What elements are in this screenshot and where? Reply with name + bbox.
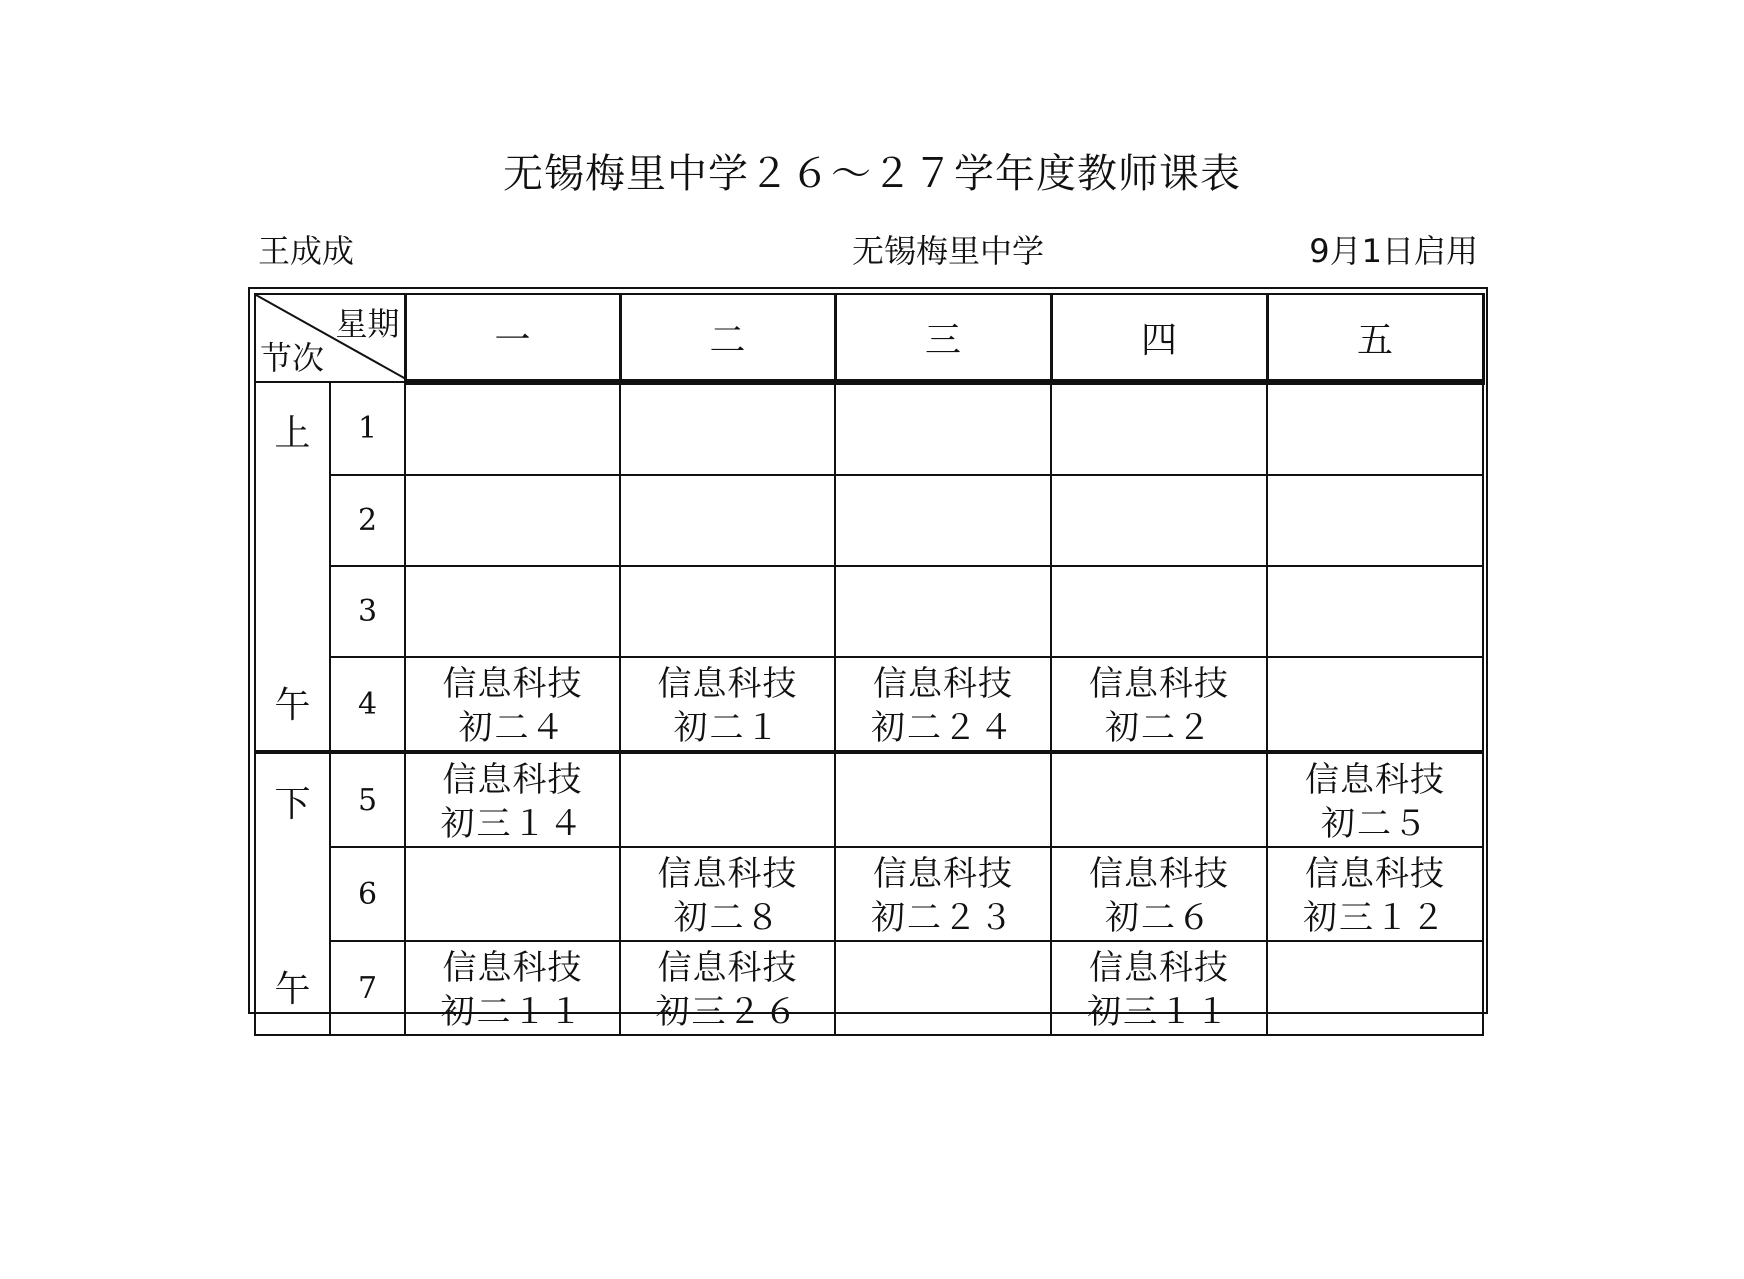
lesson-cell-tue (620, 752, 835, 847)
lesson-cell-wed (835, 752, 1051, 847)
school-name: 无锡梅里中学 (851, 232, 1044, 270)
lesson-subject: 信息科技 (442, 760, 583, 800)
table-row (255, 475, 1483, 566)
teacher-name: 王成成 (258, 232, 355, 270)
lesson-cell-wed (835, 475, 1051, 566)
lesson-class: 初二２３ (871, 898, 1015, 938)
lesson-subject: 信息科技 (1305, 760, 1445, 800)
day-header-fri: 五 (1267, 294, 1483, 382)
lesson-cell-fri (1267, 752, 1483, 847)
lesson-cell-fri (1267, 566, 1483, 657)
lesson-cell-tue (620, 941, 835, 1035)
lesson-subject: 信息科技 (657, 948, 798, 988)
lesson-subject: 信息科技 (657, 664, 798, 704)
lesson-class: 初二２４ (871, 708, 1015, 748)
period-number: 1 (330, 382, 405, 475)
corner-week-label: 星期 (335, 305, 400, 343)
lesson-subject: 信息科技 (657, 854, 798, 894)
period-number: 4 (330, 657, 405, 752)
lesson-cell-mon (405, 475, 620, 566)
page-title: 无锡梅里中学２６～２７学年度教师课表 (503, 151, 1241, 197)
morning-label-cell (255, 382, 330, 752)
lesson-subject: 信息科技 (442, 948, 583, 988)
lesson-class: 初三１２ (1303, 898, 1447, 938)
lesson-cell-fri (1267, 657, 1483, 752)
lesson-cell-mon (405, 382, 620, 475)
lesson-cell-mon (405, 941, 620, 1035)
table-row (255, 752, 1483, 847)
day-header-wed: 三 (835, 294, 1051, 382)
morning-label-bottom: 午 (274, 685, 311, 726)
morning-label-top: 上 (274, 413, 311, 454)
afternoon-label-top: 下 (274, 784, 311, 825)
lesson-cell-wed (835, 566, 1051, 657)
lesson-cell-thu (1051, 566, 1267, 657)
period-number: 6 (330, 847, 405, 941)
lesson-class: 初三１４ (440, 804, 585, 844)
table-row (255, 657, 1483, 752)
lesson-class: 初二２ (1105, 708, 1213, 748)
lesson-cell-thu (1051, 941, 1267, 1035)
lesson-cell-thu (1051, 847, 1267, 941)
lesson-cell-thu (1051, 657, 1267, 752)
lesson-subject: 信息科技 (1305, 854, 1445, 894)
lesson-cell-fri (1267, 475, 1483, 566)
lesson-cell-wed (835, 847, 1051, 941)
lesson-cell-mon (405, 847, 620, 941)
lesson-subject: 信息科技 (442, 664, 583, 704)
lesson-cell-mon (405, 566, 620, 657)
lesson-cell-mon (405, 657, 620, 752)
lesson-cell-wed (835, 382, 1051, 475)
lesson-cell-wed (835, 657, 1051, 752)
period-number: 5 (330, 752, 405, 847)
period-number: 3 (330, 566, 405, 657)
lesson-cell-thu (1051, 475, 1267, 566)
table-row (255, 847, 1483, 941)
day-header-mon: 一 (405, 294, 620, 382)
lesson-cell-tue (620, 475, 835, 566)
table-row (255, 941, 1483, 1035)
lesson-class: 初二８ (673, 898, 782, 938)
day-header-thu: 四 (1051, 294, 1267, 382)
lesson-class: 初二１１ (440, 992, 585, 1032)
lesson-subject: 信息科技 (1089, 664, 1229, 704)
timetable (254, 293, 1485, 1036)
afternoon-label-cell (255, 752, 330, 1035)
lesson-cell-wed (835, 941, 1051, 1035)
corner-period-label: 节次 (260, 339, 325, 377)
lesson-cell-tue (620, 566, 835, 657)
lesson-cell-fri (1267, 382, 1483, 475)
period-number: 7 (330, 941, 405, 1035)
lesson-cell-thu (1051, 382, 1267, 475)
lesson-cell-tue (620, 657, 835, 752)
corner-cell (255, 294, 405, 382)
lesson-class: 初二４ (458, 708, 567, 748)
header-row (255, 294, 1483, 382)
lesson-class: 初三１１ (1087, 992, 1231, 1032)
lesson-cell-fri (1267, 941, 1483, 1035)
lesson-class: 初三２６ (655, 992, 800, 1032)
day-header-tue: 二 (620, 294, 835, 382)
lesson-subject: 信息科技 (1089, 854, 1229, 894)
table-row (255, 382, 1483, 475)
lesson-class: 初二１ (673, 708, 782, 748)
lesson-subject: 信息科技 (873, 854, 1013, 894)
afternoon-label-bottom: 午 (274, 969, 311, 1010)
effective-date: 9月1日启用 (1309, 232, 1478, 270)
lesson-cell-thu (1051, 752, 1267, 847)
table-row (255, 566, 1483, 657)
period-number: 2 (330, 475, 405, 566)
lesson-subject: 信息科技 (1089, 948, 1229, 988)
lesson-subject: 信息科技 (873, 664, 1013, 704)
lesson-class: 初二５ (1321, 804, 1429, 844)
lesson-cell-mon (405, 752, 620, 847)
lesson-cell-fri (1267, 847, 1483, 941)
lesson-cell-tue (620, 382, 835, 475)
lesson-cell-tue (620, 847, 835, 941)
lesson-class: 初二６ (1105, 898, 1213, 938)
